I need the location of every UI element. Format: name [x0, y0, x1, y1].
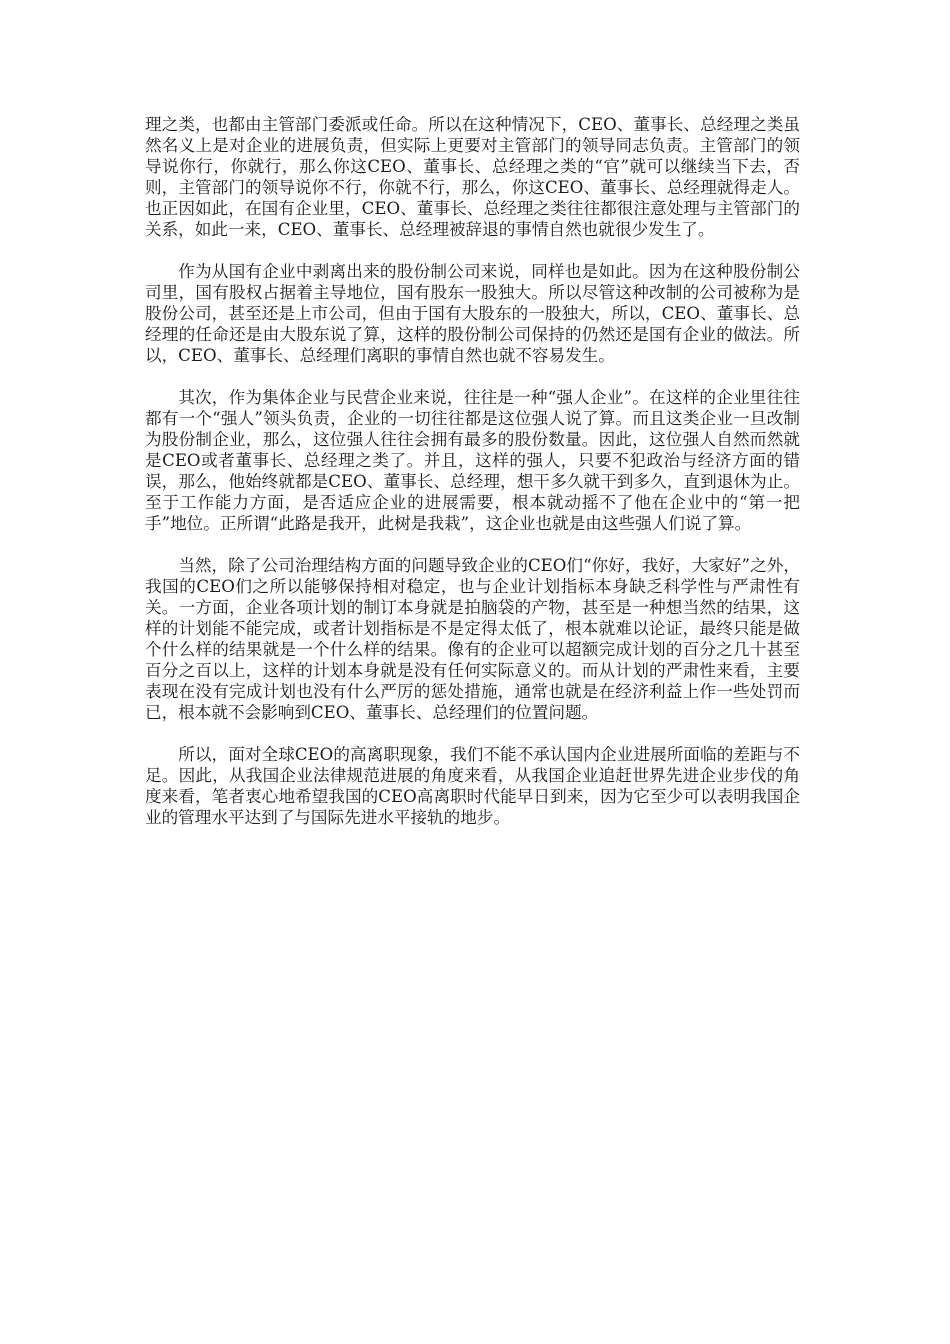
document-body: [145, 114, 800, 849]
paragraph-5: 所以，面对全球CEO的高离职现象，我们不能不承认国内企业进展所面临的差距与不足。因此，从我国企业法律规范进展的角度来看，从我国企业追赶世界先进企业步伐的角度来看，笔者衷心地希望我国的CEO高离职时代能早日到来，因为它至少可以表明我国企业的管理水平达到了与国际先进水平接轨的地步。: [145, 745, 800, 827]
paragraph-2: 作为从国有企业中剥离出来的股份制公司来说，同样也是如此。因为在这种股份制公司里，国有股权占据着主导地位，国有股东一股独大。所以尽管这种改制的公司被称为是股份公司，甚至还是上市公司，但由于国有大股东的一股独大，所以，CEO、董事长、总经理的任命还是由大股东说了算，这样的股份制公司保持的仍然还是国有企业的做法。所以，CEO、董事长、总经理们离职的事情自然也就不容易发生。: [145, 262, 800, 365]
paragraph-3: 其次，作为集体企业与民营企业来说，往往是一种“强人企业”。在这样的企业里往往都有一个“强人”领头负责，企业的一切往往都是这位强人说了算。而且这类企业一旦改制为股份制企业，那么，这位强人往往会拥有最多的股份数量。因此，这位强人自然而然就是CEO或者董事长、总经理之类了。并且，这样的强人，只要不犯政治与经济方面的错误，那么，他始终就都是CEO、董事长、总经理，想干多久就干到多久，直到退休为止。至于工作能力方面，是否适应企业的进展需要，根本就动摇不了他在企业中的“第一把手”地位。正所谓“此路是我开，此树是我栽”，这企业也就是由这些强人们说了算。: [145, 388, 800, 533]
paragraph-1: 理之类，也都由主管部门委派或任命。所以在这种情况下，CEO、董事长、总经理之类虽然名义上是对企业的进展负责，但实际上更要对主管部门的领导同志负责。主管部门的领导说你行，你就行，那么你这CEO、董事长、总经理之类的“官”就可以继续当下去，否则，主管部门的领导说你不行，你就不行，那么，你这CEO、董事长、总经理就得走人。也正因如此，在国有企业里，CEO、董事长、总经理之类往往都很注意处理与主管部门的关系，如此一来，CEO、董事长、总经理被辞退的事情自然也就很少发生了。: [145, 115, 800, 239]
paragraph-4: 当然，除了公司治理结构方面的问题导致企业的CEO们“你好，我好，大家好”之外，我国的CEO们之所以能够保持相对稳定，也与企业计划指标本身缺乏科学性与严肃性有关。一方面，企业各项计划的制订本身就是拍脑袋的产物，甚至是一种想当然的结果，这样的计划能不能完成，或者计划指标是不是定得太低了，根本就难以论证，最终只能是做个什么样的结果就是一个什么样的结果。像有的企业可以超额完成计划的百分之几十甚至百分之百以上，这样的计划本身就是没有任何实际意义的。而从计划的严肃性来看，主要表现在没有完成计划也没有什么严厉的惩处措施，通常也就是在经济利益上作一些处罚而已，根本就不会影响到CEO、董事长、总经理们的位置问题。: [145, 556, 800, 722]
